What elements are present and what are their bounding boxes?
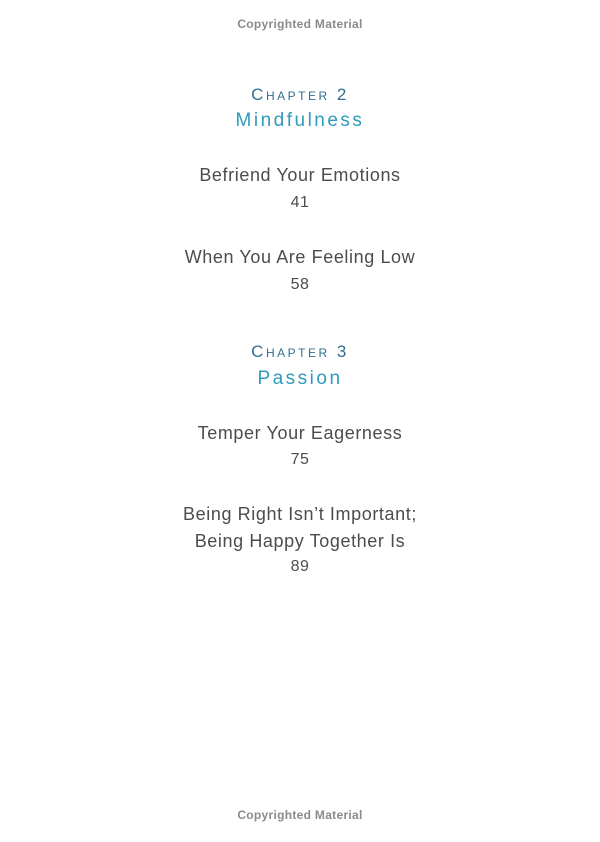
toc-entry-title: When You Are Feeling Low: [184, 247, 416, 267]
copyright-notice-bottom: Copyrighted Material: [237, 808, 363, 822]
toc-entry-page: 58: [290, 276, 310, 293]
copyright-notice-top: Copyrighted Material: [237, 17, 363, 31]
chapter-title: Mindfulness: [235, 110, 365, 131]
toc-entry-page: 89: [290, 558, 310, 575]
toc-entry-title: Being Right Isn’t Important;: [183, 504, 417, 524]
toc-entry-page: 41: [290, 194, 310, 211]
toc-entry-title: Befriend Your Emotions: [199, 165, 401, 185]
chapter-title: Passion: [257, 368, 343, 389]
toc-entry-page: 75: [290, 451, 310, 468]
toc-entry-title: Being Happy Together Is: [194, 531, 406, 551]
toc-entry-title: Temper Your Eagerness: [197, 423, 403, 443]
chapter-label: Chapter 3: [251, 342, 349, 361]
chapter-label: Chapter 2: [251, 85, 349, 104]
